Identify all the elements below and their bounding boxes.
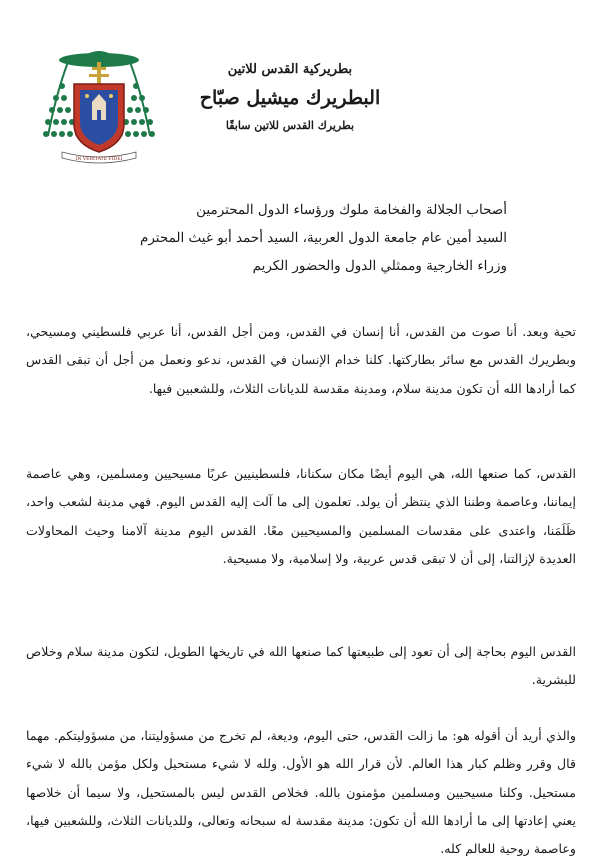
paragraph: القدس، كما صنعها الله، هي اليوم أيضًا مكان سكنانا، فلسطينيين عربًا مسيحيين ومسلمين، وهي عاصمة إيماننا، وعاصمة وطننا الذي ينتظر أن يولد. تعلمون إلى ما آلت إليه القدس اليوم. فهي مدينة لشعب واحد، ظَلَمَنا، واعتدى على مقدسات المسلمين والمسيحيين معًا. القدس اليوم مدينة آلامنا وحيث المحاولات العديدة لإزالتنا، إلى أن لا تبقى قدس عربية، ولا إسلامية، ولا مسيحية.: [26, 466, 576, 566]
letter-body: [26, 318, 576, 863]
addressees: [87, 196, 507, 280]
motto-text: IN VERITATE FIDEI: [75, 157, 123, 162]
letterhead: [170, 62, 410, 132]
addressee-line: وزراء الخارجية وممثلي الدول والحضور الكريم: [252, 258, 507, 274]
paragraph: تحية وبعد. أنا صوت من القدس، أنا إنسان في القدس، ومن أجل القدس، أنا عربي فلسطيني ومسيحي، وبطريرك القدس مع سائر بطاركتها. كلنا خدام الإنسان في القدس، ندعو ونعمل من أجل أن تبقى القدس كما أرادها الله أن تكون مدينة سلام، ومدينة مقدسة للديانات الثلاث، وللشعبين فيها.: [26, 324, 576, 396]
addressee-line: أصحاب الجلالة والفخامة ملوك ورؤساء الدول المحترمين: [196, 202, 507, 218]
paragraph: القدس اليوم بحاجة إلى أن تعود إلى طبيعتها كما صنعها الله في تاريخها الطويل، لتكون مدينة سلام وخلاص للبشرية.: [26, 644, 576, 688]
paragraph: والذي أريد أن أقوله هو: ما زالت القدس، حتى اليوم، وديعة، لم تخرج من مسؤوليتنا، من مسؤوليتكم. مهما قال وقرر وظلم كبار هذا العالم. لأن قرار الله هو الأول. ولله لا شيء مستحيل ولكل مؤمن بالله لا شيء مستحيل. وكلنا مسيحيين ومسلمين مؤمنون بالله. فخلاص القدس ليس بالمستحيل، ولا سيما أن خلاصها يعني إعادتها إلى ما أرادها الله أن تكون: مدينة مقدسة له سبحانه وتعالى، وللديانات الثلاث، وللشعبين فيها، وعاصمة روحية للعالم كله.: [26, 728, 576, 857]
organization-title: بطريركية القدس للاتين: [227, 62, 353, 77]
addressee-line: السيد أمين عام جامعة الدول العربية، السيد أحمد أبو غيث المحترم: [140, 230, 507, 246]
author-name: البطريرك ميشيل صبّاح: [199, 87, 381, 109]
author-subtitle: بطريرك القدس للاتين سابقًا: [225, 119, 355, 132]
coat-of-arms-icon: [40, 44, 158, 168]
